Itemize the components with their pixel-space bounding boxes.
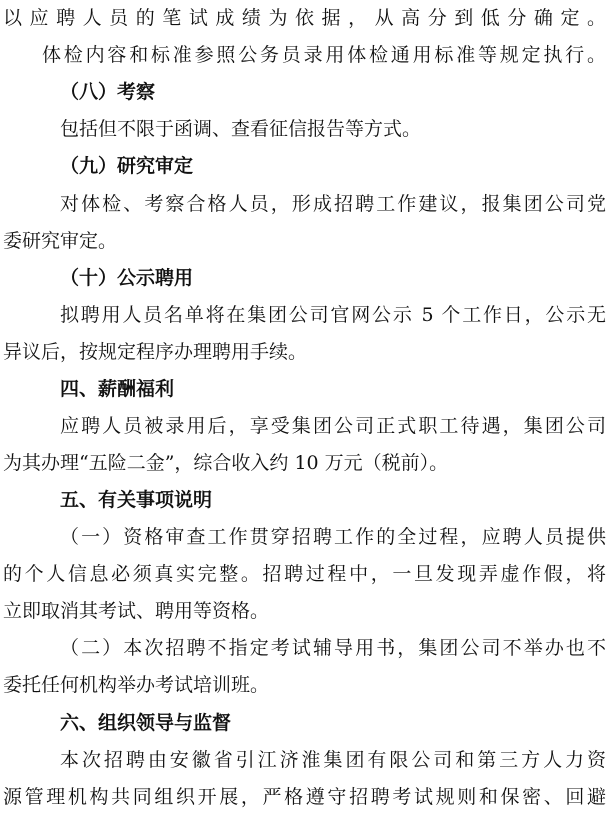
body-text-line: 体检内容和标准参照公务员录用体检通用标准等规定执行。 xyxy=(42,44,606,66)
body-text-line: 委研究审定。 xyxy=(3,230,118,252)
body-text-line: 本次招聘由安徽省引江济淮集团有限公司和第三方人力资 xyxy=(60,749,606,771)
section-heading: 五、有关事项说明 xyxy=(60,489,213,511)
body-text-line: 立即取消其考试、聘用等资格。 xyxy=(3,600,270,622)
body-text-line: 包括但不限于函调、查看征信报告等方式。 xyxy=(60,118,422,140)
body-text-line: 委托任何机构举办考试培训班。 xyxy=(3,674,270,696)
body-text-line: 应聘人员被录用后，享受集团公司正式职工待遇，集团公司 xyxy=(60,415,606,437)
body-text-line: 以应聘人员的笔试成绩为依据，从高分到低分确定。 xyxy=(3,7,606,29)
body-text-line: 的个人信息必须真实完整。招聘过程中，一旦发现弄虚作假，将 xyxy=(3,563,606,585)
body-text-line: 对体检、考察合格人员，形成招聘工作建议，报集团公司党 xyxy=(60,193,606,215)
body-text-line: 为其办理“五险二金”，综合收入约 10 万元（税前）。 xyxy=(3,452,449,474)
subsection-heading: （十）公示聘用 xyxy=(60,267,194,289)
subsection-heading: （八）考察 xyxy=(60,81,156,103)
subsection-heading: （九）研究审定 xyxy=(60,155,194,177)
body-text-line: 异议后，按规定程序办理聘用手续。 xyxy=(3,341,308,363)
body-text-line: （一）资格审查工作贯穿招聘工作的全过程，应聘人员提供 xyxy=(60,526,606,548)
section-heading: 六、组织领导与监督 xyxy=(60,712,232,734)
section-heading: 四、薪酬福利 xyxy=(60,378,175,400)
body-text-line: 源管理机构共同组织开展，严格遵守招聘考试规则和保密、回避 xyxy=(3,786,606,808)
body-text-line: （二）本次招聘不指定考试辅导用书，集团公司不举办也不 xyxy=(60,637,606,659)
body-text-line: 拟聘用人员名单将在集团公司官网公示 5 个工作日，公示无 xyxy=(60,304,606,326)
